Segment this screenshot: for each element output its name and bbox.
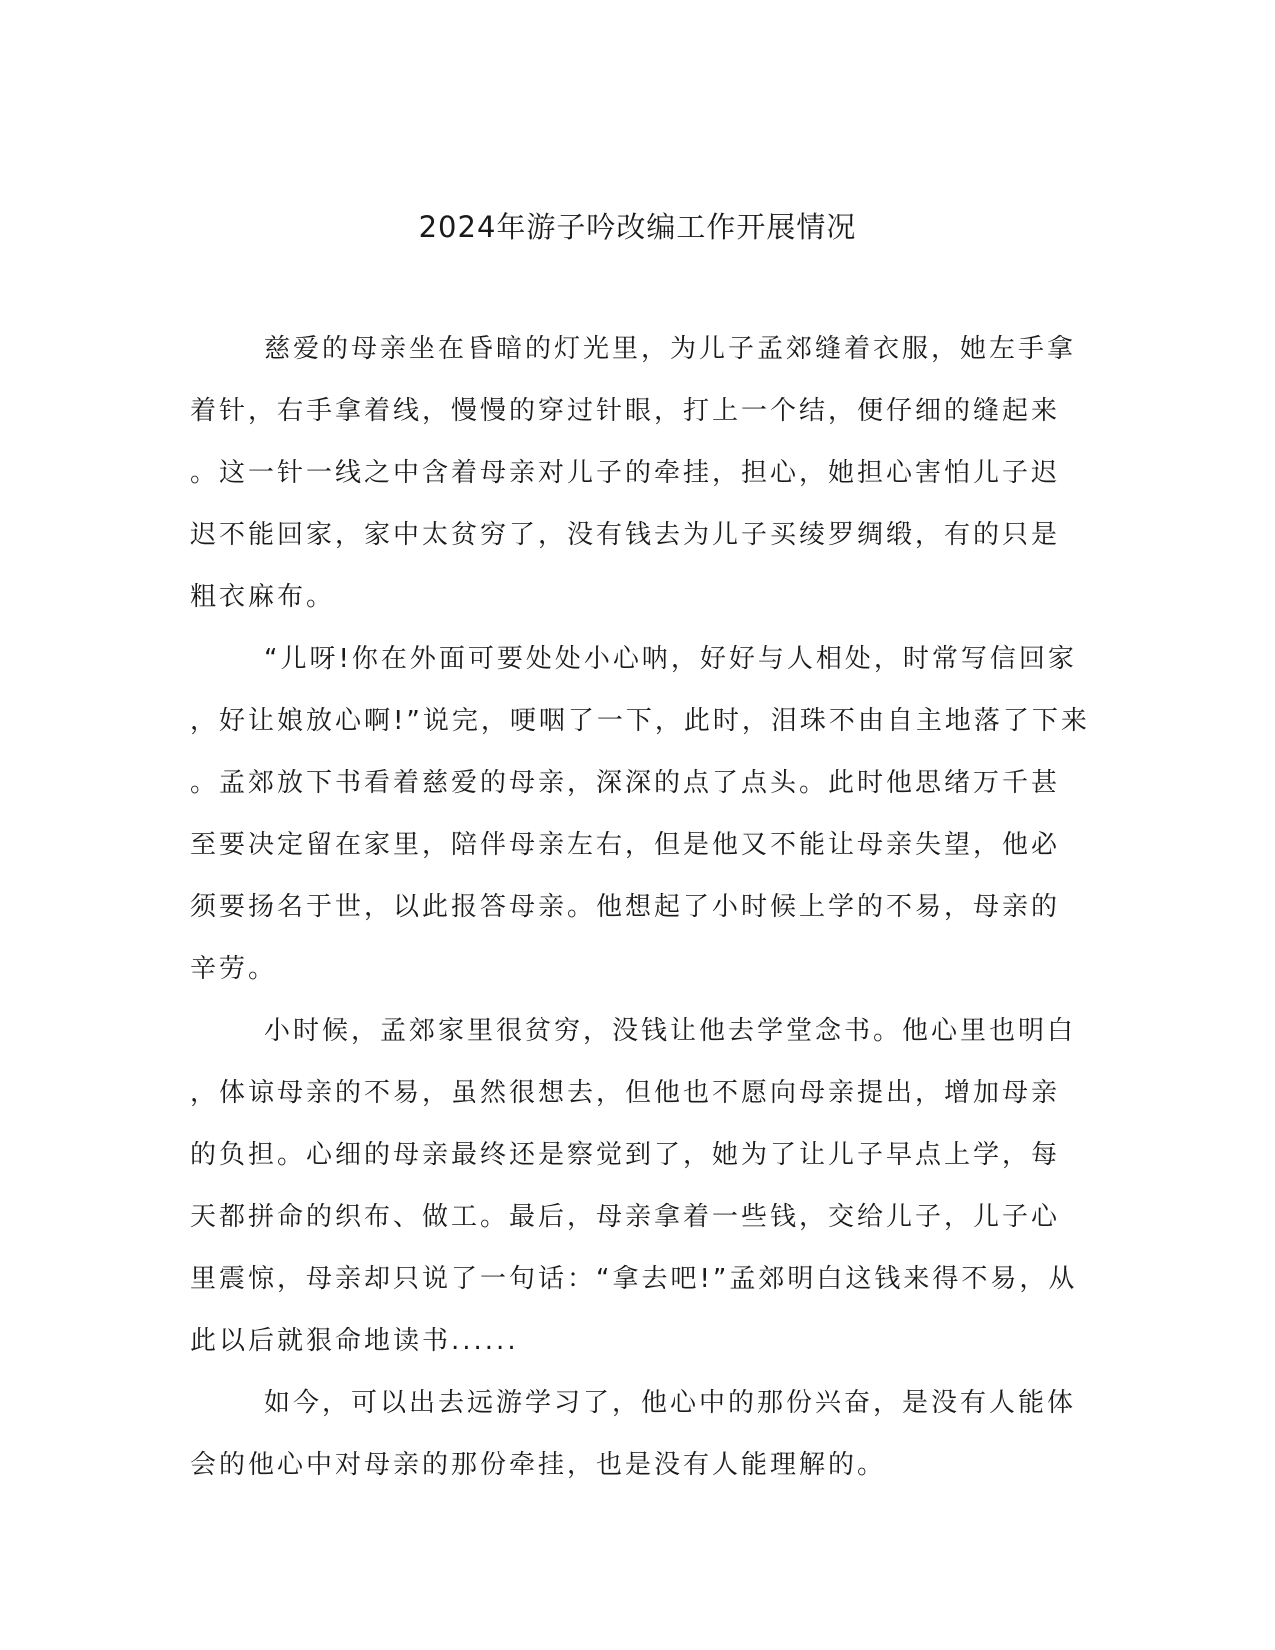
paragraph-line: 的负担。心细的母亲最终还是察觉到了，她为了让儿子早点上学，每 <box>190 1140 1061 1170</box>
paragraph-3 <box>190 1000 1090 1372</box>
paragraph-line: 会的他心中对母亲的那份牵挂，也是没有人能理解的。 <box>190 1450 887 1480</box>
paragraph-4 <box>190 1372 1090 1496</box>
paragraph-line: 须要扬名于世，以此报答母亲。他想起了小时候上学的不易，母亲的 <box>190 892 1061 922</box>
paragraph-line: 慈爱的母亲坐在昏暗的灯光里，为儿子孟郊缝着衣服，她左手拿 <box>264 334 1077 364</box>
paragraph-1 <box>190 318 1090 628</box>
paragraph-line: 至要决定留在家里，陪伴母亲左右，但是他又不能让母亲失望，他必 <box>190 830 1061 860</box>
paragraph-line: 辛劳。 <box>190 954 278 984</box>
paragraph-line: 里震惊，母亲却只说了一句话：“拿去吧!”孟郊明白这钱来得不易，从 <box>190 1264 1078 1294</box>
paragraph-line: ，好让娘放心啊!”说完，哽咽了一下，此时，泪珠不由自主地落了下来 <box>190 706 1090 736</box>
paragraph-line: 迟不能回家，家中太贫穷了，没有钱去为儿子买绫罗绸缎，有的只是 <box>190 520 1061 550</box>
paragraph-2 <box>190 628 1090 1000</box>
paragraph-line: 着针，右手拿着线，慢慢的穿过针眼，打上一个结，便仔细的缝起来 <box>190 396 1061 426</box>
document-body <box>190 318 1090 1496</box>
paragraph-line: 如今，可以出去远游学习了，他心中的那份兴奋，是没有人能体 <box>264 1388 1077 1418</box>
document-title: 2024年游子吟改编工作开展情况 <box>418 210 857 244</box>
paragraph-line: 天都拼命的织布、做工。最后，母亲拿着一些钱，交给儿子，儿子心 <box>190 1202 1061 1232</box>
paragraph-line: 粗衣麻布。 <box>190 582 336 612</box>
paragraph-line: 此以后就狠命地读书...... <box>190 1326 519 1356</box>
paragraph-line: 。孟郊放下书看着慈爱的母亲，深深的点了点头。此时他思绪万千甚 <box>190 768 1061 798</box>
paragraph-line: ，体谅母亲的不易，虽然很想去，但他也不愿向母亲提出，增加母亲 <box>190 1078 1061 1108</box>
paragraph-line: 。这一针一线之中含着母亲对儿子的牵挂，担心，她担心害怕儿子迟 <box>190 458 1061 488</box>
paragraph-line: “儿呀!你在外面可要处处小心呐，好好与人相处，时常写信回家 <box>264 644 1077 674</box>
paragraph-line: 小时候，孟郊家里很贫穷，没钱让他去学堂念书。他心里也明白 <box>264 1016 1077 1046</box>
